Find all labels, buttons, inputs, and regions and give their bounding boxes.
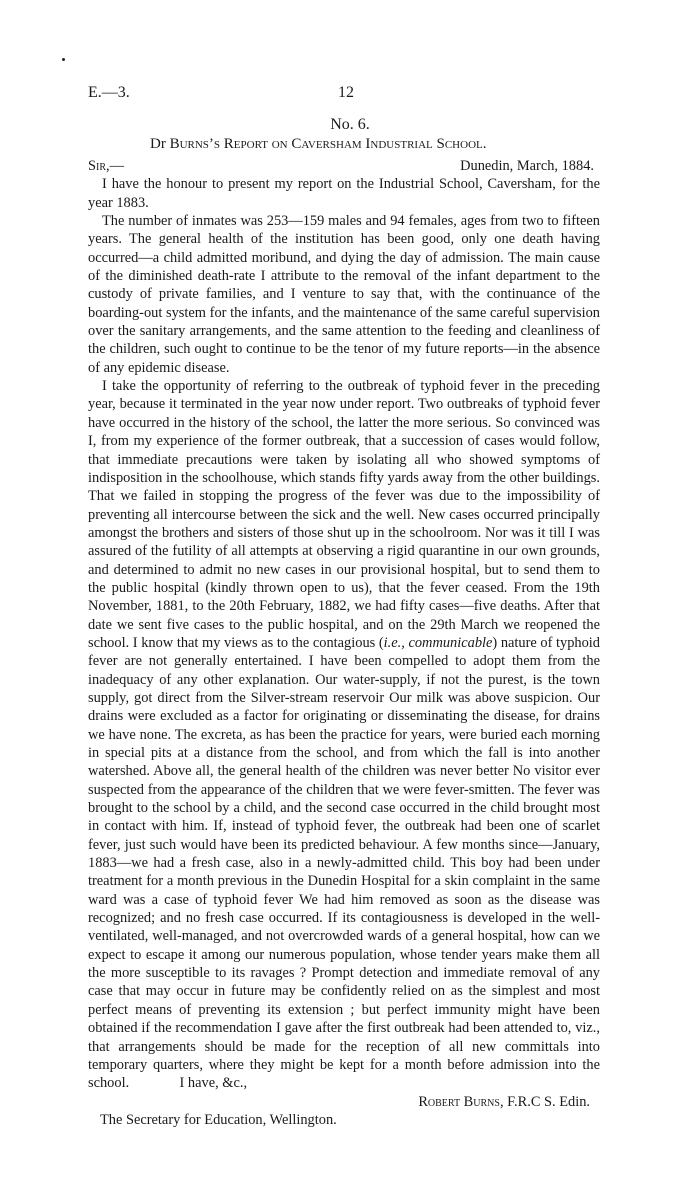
signer-name: Robert Burns, <box>418 1093 504 1110</box>
document-number: No. 6. <box>330 116 370 133</box>
paragraph-typhoid <box>88 377 600 1092</box>
report-title-text: Burns’s Report on Caversham Industrial School. <box>169 136 487 152</box>
report-code: E.—3. <box>88 84 130 101</box>
paragraph-typhoid-part-2: ) nature of typhoid fever are not generally entertained. I have been compelled to adopt them from the inadequacy of any other explanation. Our water-supply, if not the purest, is the town supply, got direct from the Silver-stream reservoir Our milk was above suspicion. Our drains were excluded as a factor for originating or disseminating the disease, for drains we have none. The excreta, as has been the practice for years, were buried each morning in special pits at a distance from the school, and from which the fall is into another watershed. Above all, the general health of the children was never better No visitor ever suspected from the appearance of the children that we were fever-smitten. The fever was brought to the school by a child, and the second case occurred in the child brought most in contact with him. If, instead of typhoid fever, the outbreak had been one of scarlet fever, just such would have been its predicted behaviour. A few months since—January, 1883—we had a fresh case, also in a newly-admitted child. This boy had been under treatment for a month previous in the Dunedin Hospital for a skin complaint in the same ward was a case of typhoid fever We had him removed as soon as the disease was recognized; and no fresh case occurred. If its contagiousness is developed in the well-ventilated, well-managed, and not overcrowded wards of a general hospital, how can we expect to escape it among our numerous population, whose tender years make them all the more susceptible to its ravages ? Prompt detection and immediate removal of any case that may occur in future may be confidently relied on as the simplest and most perfect means of preventing its extension ; but perfect immunity might have been obtained if the recommendation I gave after the first outbreak had been attended to, viz., that arrangements should be made for the reception of all new committals into temporary quarters, where they might be kept for a month before admission into the school. <box>88 634 600 1092</box>
paragraph-typhoid-italic: i.e., communicable <box>383 634 493 651</box>
signature <box>88 1093 600 1111</box>
addressee: The Secretary for Education, Wellington. <box>100 1111 337 1128</box>
letter-body <box>88 157 600 1129</box>
closing: I have, &c., <box>179 1075 248 1092</box>
salutation: Sir,— <box>88 158 124 174</box>
page-number: 12 <box>338 84 354 101</box>
place-date: Dunedin, March, 1884. <box>460 158 594 174</box>
report-title-prefix: Dr <box>150 136 166 152</box>
paragraph-intro: I have the honour to present my report on the Industrial School, Caversham, for the year 1883. <box>88 176 600 211</box>
stray-ink-mark <box>62 58 65 61</box>
paragraph-typhoid-part-1: I take the opportunity of referring to the outbreak of typhoid fever in the preceding year, because it terminated in the year now under report. Two outbreaks of typhoid fever have occurred in the history of the school, the latter the more serious. So convinced was I, from my experience of the former outbreak, that a succession of cases would follow, that immediate precautions were taken by isolating all who showed symptoms of indisposition in the schoolhouse, which stands fifty yards away from the other buildings. That we failed in stopping the progress of the fever was due to the impossibility of preventing all intercourse between the sick and the well. New cases occurred principally amongst the brothers and sisters of those shut up in the schoolroom. Nor was it till I was assured of the futility of all attempts at observing a rigid quarantine in our own grounds, and determined to admit no new cases in our provisional hospital, but to send them to the public hospital (kindly thrown open to us), that the fever ceased. From the 19th November, 1881, to the 20th February, 1882, we had fifty cases—five deaths. After that date we sent five cases to the public hospital, and on the 29th March we reopened the school. I know that my views as to the contagious ( <box>88 378 600 651</box>
signer-title: F.R.C S. Edin. <box>507 1093 590 1110</box>
salutation-row <box>88 157 600 175</box>
report-title <box>150 136 486 153</box>
paragraph-inmates: The number of inmates was 253—159 males and 94 females, ages from two to fifteen years. The general health of the institution has been good, only one death having occurred—a child admitted moribund, and dying the day of admission. The main cause of the diminished death-rate I attribute to the removal of the infant department to the custody of private families, and I venture to say that, with the continuance of the boarding-out system for the infants, and the maintenance of the same careful supervision over the sanitary arrangements, and the same attention to the feeding and cleanliness of the children, such ought to continue to be the tenor of my future reports—in the absence of any epidemic disease. <box>88 213 600 376</box>
